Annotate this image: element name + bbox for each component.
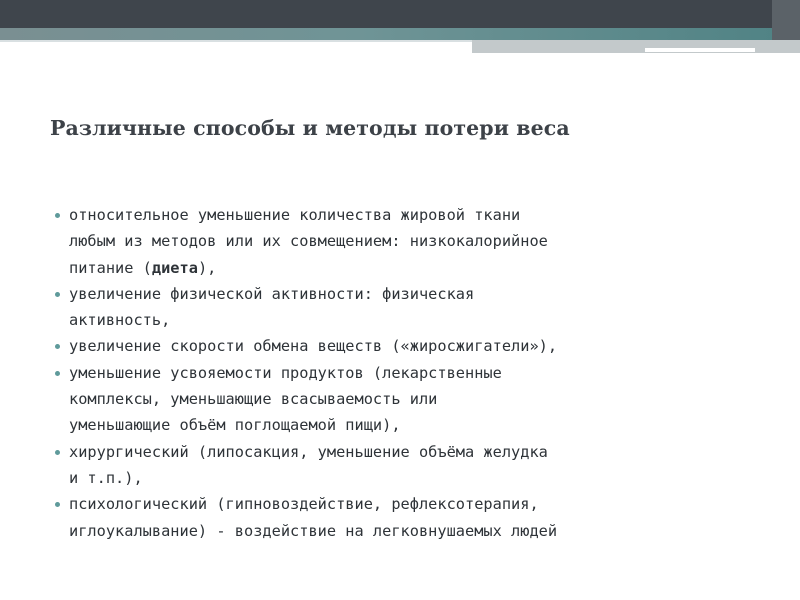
bullet-dot xyxy=(55,213,60,218)
header-corner-block xyxy=(772,0,800,40)
slide-title: Различные способы и методы потери веса xyxy=(50,116,570,140)
bullet-line: хирургический (липосакция, уменьшение объёма желудка xyxy=(69,442,548,461)
bullet-dot xyxy=(55,450,60,455)
bullet-item xyxy=(55,281,785,334)
bullet-line: увеличение скорости обмена веществ («жиросжигатели»), xyxy=(69,337,558,356)
header-light-line xyxy=(0,40,472,42)
bullet-line: иглоукалывание) - воздействие на легковнушаемых людей xyxy=(69,521,558,540)
header-dark-band xyxy=(0,0,800,28)
bullet-dot xyxy=(55,502,60,507)
bullet-line: уменьшение усвояемости продуктов (лекарственные xyxy=(69,363,502,382)
bullet-line: относительное уменьшение количества жировой ткани xyxy=(69,206,521,224)
bullet-dot xyxy=(55,344,60,349)
header-teal-band xyxy=(0,28,800,40)
bullet-item xyxy=(55,439,785,492)
bullet-line: любым из методов или их совмещением: низкокалорийное xyxy=(69,232,548,251)
keyword-diet: диета xyxy=(151,258,198,277)
bullet-line: активность, xyxy=(69,311,171,330)
bullet-item xyxy=(55,333,785,359)
bullet-line: и т.п.), xyxy=(69,468,143,487)
bullet-item xyxy=(55,491,785,544)
bullet-line: психологический (гипновоздействие, рефлексотерапия, xyxy=(69,495,539,514)
bullet-text: ), xyxy=(197,258,217,277)
bullet-text: питание ( xyxy=(69,258,152,277)
bullet-line: комплексы, уменьшающие всасываемость или xyxy=(69,390,438,409)
bullet-dot xyxy=(55,371,60,376)
bullet-item xyxy=(55,360,785,439)
bullet-dot xyxy=(55,292,60,297)
bullet-line: уменьшающие объём поглощаемой пищи), xyxy=(69,416,401,435)
bullet-line: увеличение физической активности: физическая xyxy=(69,284,475,303)
bullet-item xyxy=(55,202,785,281)
bullet-list xyxy=(55,202,785,544)
bullet-line xyxy=(69,255,785,281)
header-white-stripe xyxy=(645,48,755,52)
